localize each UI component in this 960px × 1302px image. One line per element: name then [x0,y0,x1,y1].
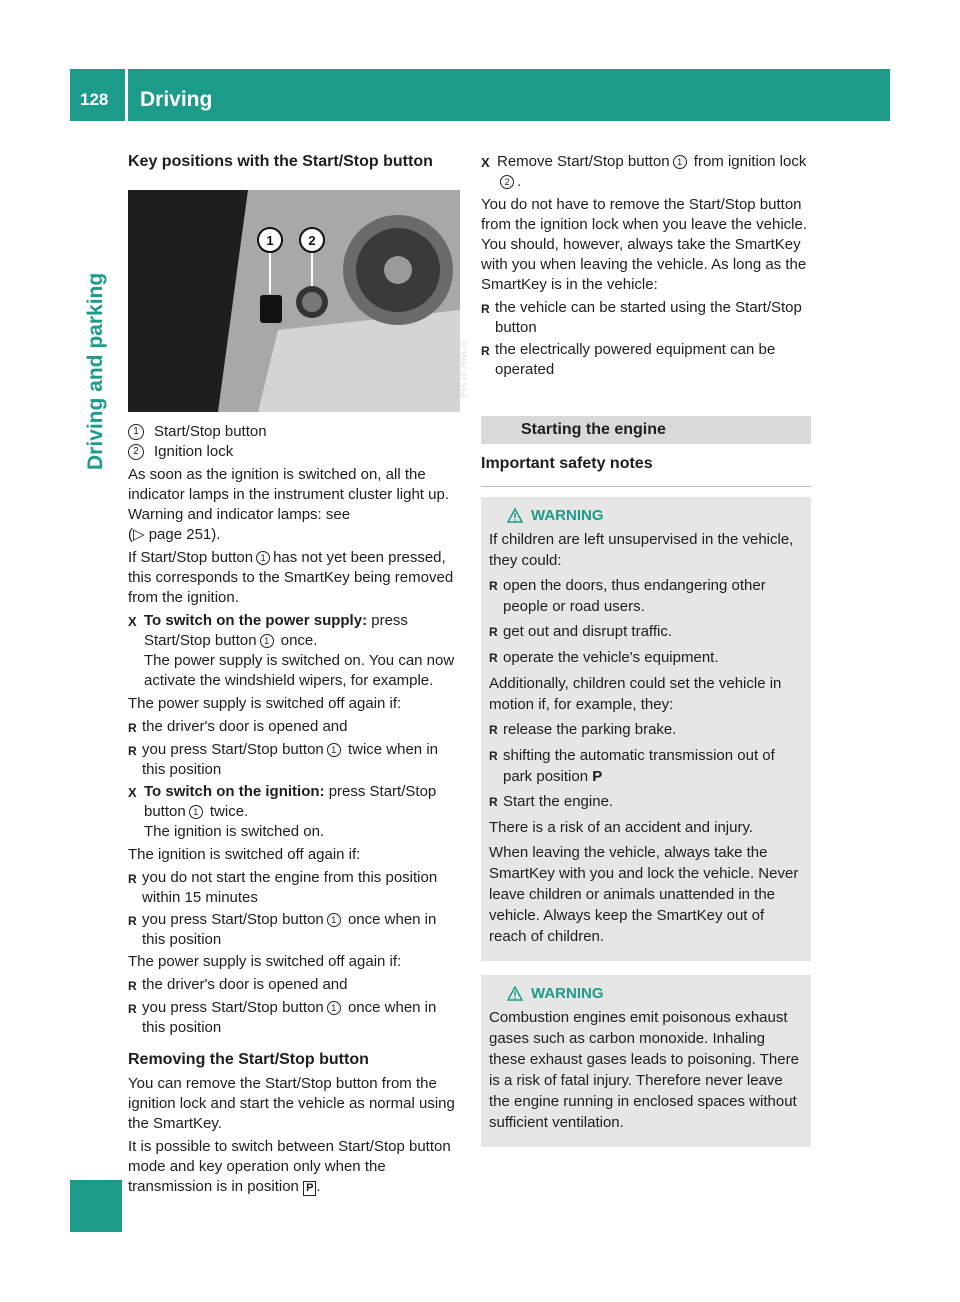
bullet-icon: R [489,723,498,737]
callout-number-icon: 2 [128,444,144,460]
warning-title [507,505,803,526]
subsection-heading: Important safety notes [481,455,653,472]
bullet-icon: R [489,795,498,809]
list-item-text: the driver's door is opened and [142,976,348,993]
callout-number-icon: 1 [128,424,144,440]
divider [481,486,811,487]
bullet-icon: R [481,344,490,358]
instruction-step [481,152,813,192]
list-item-text: you press Start/Stop button [142,741,324,758]
step-text: Remove Start/Stop button [497,153,670,170]
right-column [481,152,813,1147]
warning-box [481,975,811,1147]
list-item-text: Start the engine. [503,793,614,810]
ignition-illustration [128,190,460,412]
section-band: Starting the engine [481,416,811,444]
ignition-photo [128,190,468,412]
page-title: Driving [140,88,213,111]
bullet-icon: R [128,914,137,928]
list-item [128,975,460,996]
instruction-step [128,782,460,842]
callout-number-icon: 1 [189,805,203,819]
list-item [489,745,803,787]
callout-number-icon: 1 [260,634,274,648]
callout-number-icon: 1 [673,155,687,169]
paragraph: You do not have to remove the Start/Stop button from the ignition lock when you leave the vehicle. You should, however, always take the SmartKey with you when leaving the vehicle. As long as the SmartKey is in the vehicle: [481,196,808,293]
bullet-icon: R [128,1002,137,1016]
bullet-icon: R [481,302,490,316]
warning-text: Additionally, children could set the vehicle in motion if, for example, they: [489,675,782,713]
callout-number-icon: 1 [327,1001,341,1015]
instruction-step [128,611,460,691]
list-item-text: operate the vehicle's equipment. [503,649,719,666]
paragraph: The power supply is switched off again if: [128,953,402,970]
step-text: . [517,173,522,190]
step-text: once. [276,632,318,649]
list-item [489,647,803,669]
bullet-icon: R [128,979,137,993]
page-reference: (▷ page 251). [128,526,221,543]
warning-triangle-icon [507,986,523,1001]
legend-label: Ignition lock [154,443,234,460]
list-item [481,298,813,338]
image-code: P15.10-2886-31 [459,340,468,398]
step-result: The ignition is switched on. [144,823,325,840]
step-arrow-icon: X [128,614,137,629]
paragraph [128,465,460,545]
list-item-text: release the parking brake. [503,721,677,738]
side-color-block [70,1180,122,1232]
list-item-text: you press Start/Stop button [142,999,324,1016]
paragraph-text: has not yet been pressed, this corresponds to the SmartKey being removed from the ignition. [128,549,454,606]
step-result: The power supply is switched on. You can now activate the windshield wipers, for example. [144,652,455,689]
list-item-text: get out and disrupt traffic. [503,623,672,640]
list-item-text: the vehicle can be started using the Start/Stop button [495,299,802,336]
callout-number-icon: 1 [256,551,270,565]
callout-number-icon: 1 [327,743,341,757]
list-item [489,791,803,813]
list-item [128,717,460,738]
list-item [481,340,813,380]
step-text: press Start/Stop button [144,783,437,820]
step-text: from ignition lock [689,153,807,170]
step-text: twice. [205,803,249,820]
list-item [128,910,460,950]
park-position-label: P [592,768,603,785]
warning-title-text: WARNING [531,507,604,524]
list-item-text: open the doors, thus endangering other people or road users. [503,577,766,615]
warning-triangle-icon [507,508,523,523]
bullet-icon: R [128,721,137,735]
list-item [128,998,460,1038]
callout-1: 1 [266,233,274,248]
legend-item [128,422,460,442]
step-label: To switch on the ignition: [144,783,325,800]
list-item-text: once when in this position [142,999,437,1036]
section-heading: Key positions with the Start/Stop button [128,153,433,170]
legend-label: Start/Stop button [154,423,267,440]
list-item [489,719,803,741]
paragraph: The power supply is switched off again if: [128,695,402,712]
paragraph: The ignition is switched off again if: [128,846,361,863]
page-number: 128 [80,90,109,109]
step-label: To switch on the power supply: [144,612,368,629]
paragraph [128,548,460,608]
bullet-icon: R [489,579,498,593]
subsection-heading: Removing the Start/Stop button [128,1051,369,1068]
warning-box [481,497,811,961]
warning-title-text: WARNING [531,985,604,1002]
bullet-icon: R [489,625,498,639]
list-item-text: you press Start/Stop button [142,911,324,928]
bullet-icon: R [128,872,137,886]
callout-2: 2 [308,233,316,248]
list-item-text: twice when in this position [142,741,438,778]
warning-text: If children are left unsupervised in the vehicle, they could: [489,531,794,569]
step-arrow-icon: X [481,155,490,170]
list-item-text: shifting the automatic transmission out of park position [503,747,775,785]
list-item [128,868,460,908]
warning-text: There is a risk of an accident and injury. [489,819,754,836]
list-item [128,740,460,780]
list-item-text: the driver's door is opened and [142,718,348,735]
callout-number-icon: 1 [327,913,341,927]
bullet-icon: R [489,749,498,763]
paragraph-text: It is possible to switch between Start/Stop button mode and key operation only when the transmission is in position [128,1138,451,1195]
paragraph-text: If Start/Stop button [128,549,254,566]
callout-number-icon: 2 [500,175,514,189]
paragraph: You can remove the Start/Stop button from the ignition lock and start the vehicle as normal using the SmartKey. [128,1075,455,1132]
warning-text: When leaving the vehicle, always take the SmartKey with you and lock the vehicle. Never leave children or animals unattended in the vehicle. Always keep the SmartKey out of reach of children. [489,844,799,945]
list-item-text: you do not start the engine from this position within 15 minutes [142,869,438,906]
park-position-icon: P [303,1181,316,1196]
bullet-icon: R [489,651,498,665]
step-arrow-icon: X [128,785,137,800]
legend-item [128,442,460,462]
left-column [128,152,468,1200]
list-item-text: the electrically powered equipment can be operated [495,341,776,378]
paragraph-text: As soon as the ignition is switched on, all the indicator lamps in the instrument cluster light up. Warning and indicator lamps: see [128,466,449,523]
warning-text: Combustion engines emit poisonous exhaust gases such as carbon monoxide. Inhaling these exhaust gases leads to poisoning. There is a risk of fatal injury. Therefore never leave the engine running in enclosed spaces without sufficient ventilation. [489,1009,799,1131]
bullet-icon: R [128,744,137,758]
list-item-text: once when in this position [142,911,437,948]
paragraph-text: . [316,1178,321,1195]
paragraph [128,1137,460,1197]
step-text: press Start/Stop button [144,612,408,649]
list-item [489,575,803,617]
side-section-label: Driving and parking [84,272,107,470]
header-divider [125,69,128,121]
list-item [489,621,803,643]
warning-title [507,983,803,1004]
